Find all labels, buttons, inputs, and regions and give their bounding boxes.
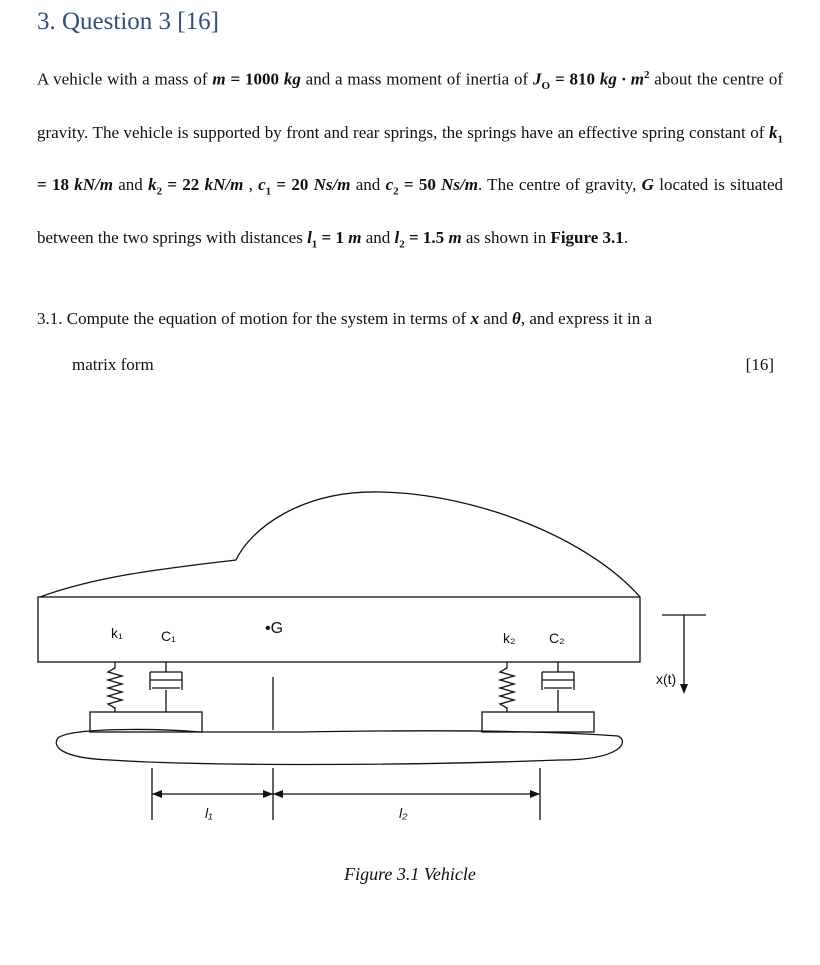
label-c1: C₁ xyxy=(161,628,176,644)
vehicle-figure xyxy=(0,470,820,860)
figure-caption: Figure 3.1 Vehicle xyxy=(344,864,476,884)
marks-label: [16] xyxy=(745,355,774,374)
label-k2: k₂ xyxy=(503,630,516,646)
ground-surface xyxy=(56,730,622,765)
label-g: •G xyxy=(265,620,284,637)
label-l1: l₁ xyxy=(205,805,213,821)
front-spring xyxy=(500,662,514,712)
label-l2: l₂ xyxy=(399,805,408,821)
sub-question: 3.1. Compute the equation of motion for the system in terms of x and θ, and express it in a xyxy=(37,309,653,328)
problem-statement: A vehicle with a mass of m = 1000 kg and a mass moment of inertia of $J_O = 810$ kg · $m^2$ about the centre of gravity. The vehicle is supported by front and rear springs, the springs have an effective spring constant of $k_1 = 18$ kN/m and $k_2 = 22$ kN/m , $c_1 = 20$ Ns/m and $c_2 = 50$ Ns/m. The centre of gravity, G located is situated between the two springs with distances $l_1 = 1$ m and $l_2 = 1.5$ m as shown in Figure 3.1. xyxy=(37,69,784,251)
vehicle-roof xyxy=(40,492,640,597)
front-damper xyxy=(542,662,574,712)
question-heading: 3. Question 3 [16] xyxy=(37,8,219,35)
label-xt: x(t) xyxy=(656,671,677,687)
label-c2: C₂ xyxy=(549,630,565,646)
front-pad xyxy=(482,712,594,732)
rear-spring xyxy=(108,662,122,712)
sub-question-continuation: matrix form xyxy=(72,355,154,374)
rear-damper xyxy=(150,662,182,712)
label-k1: k₁ xyxy=(111,625,123,641)
